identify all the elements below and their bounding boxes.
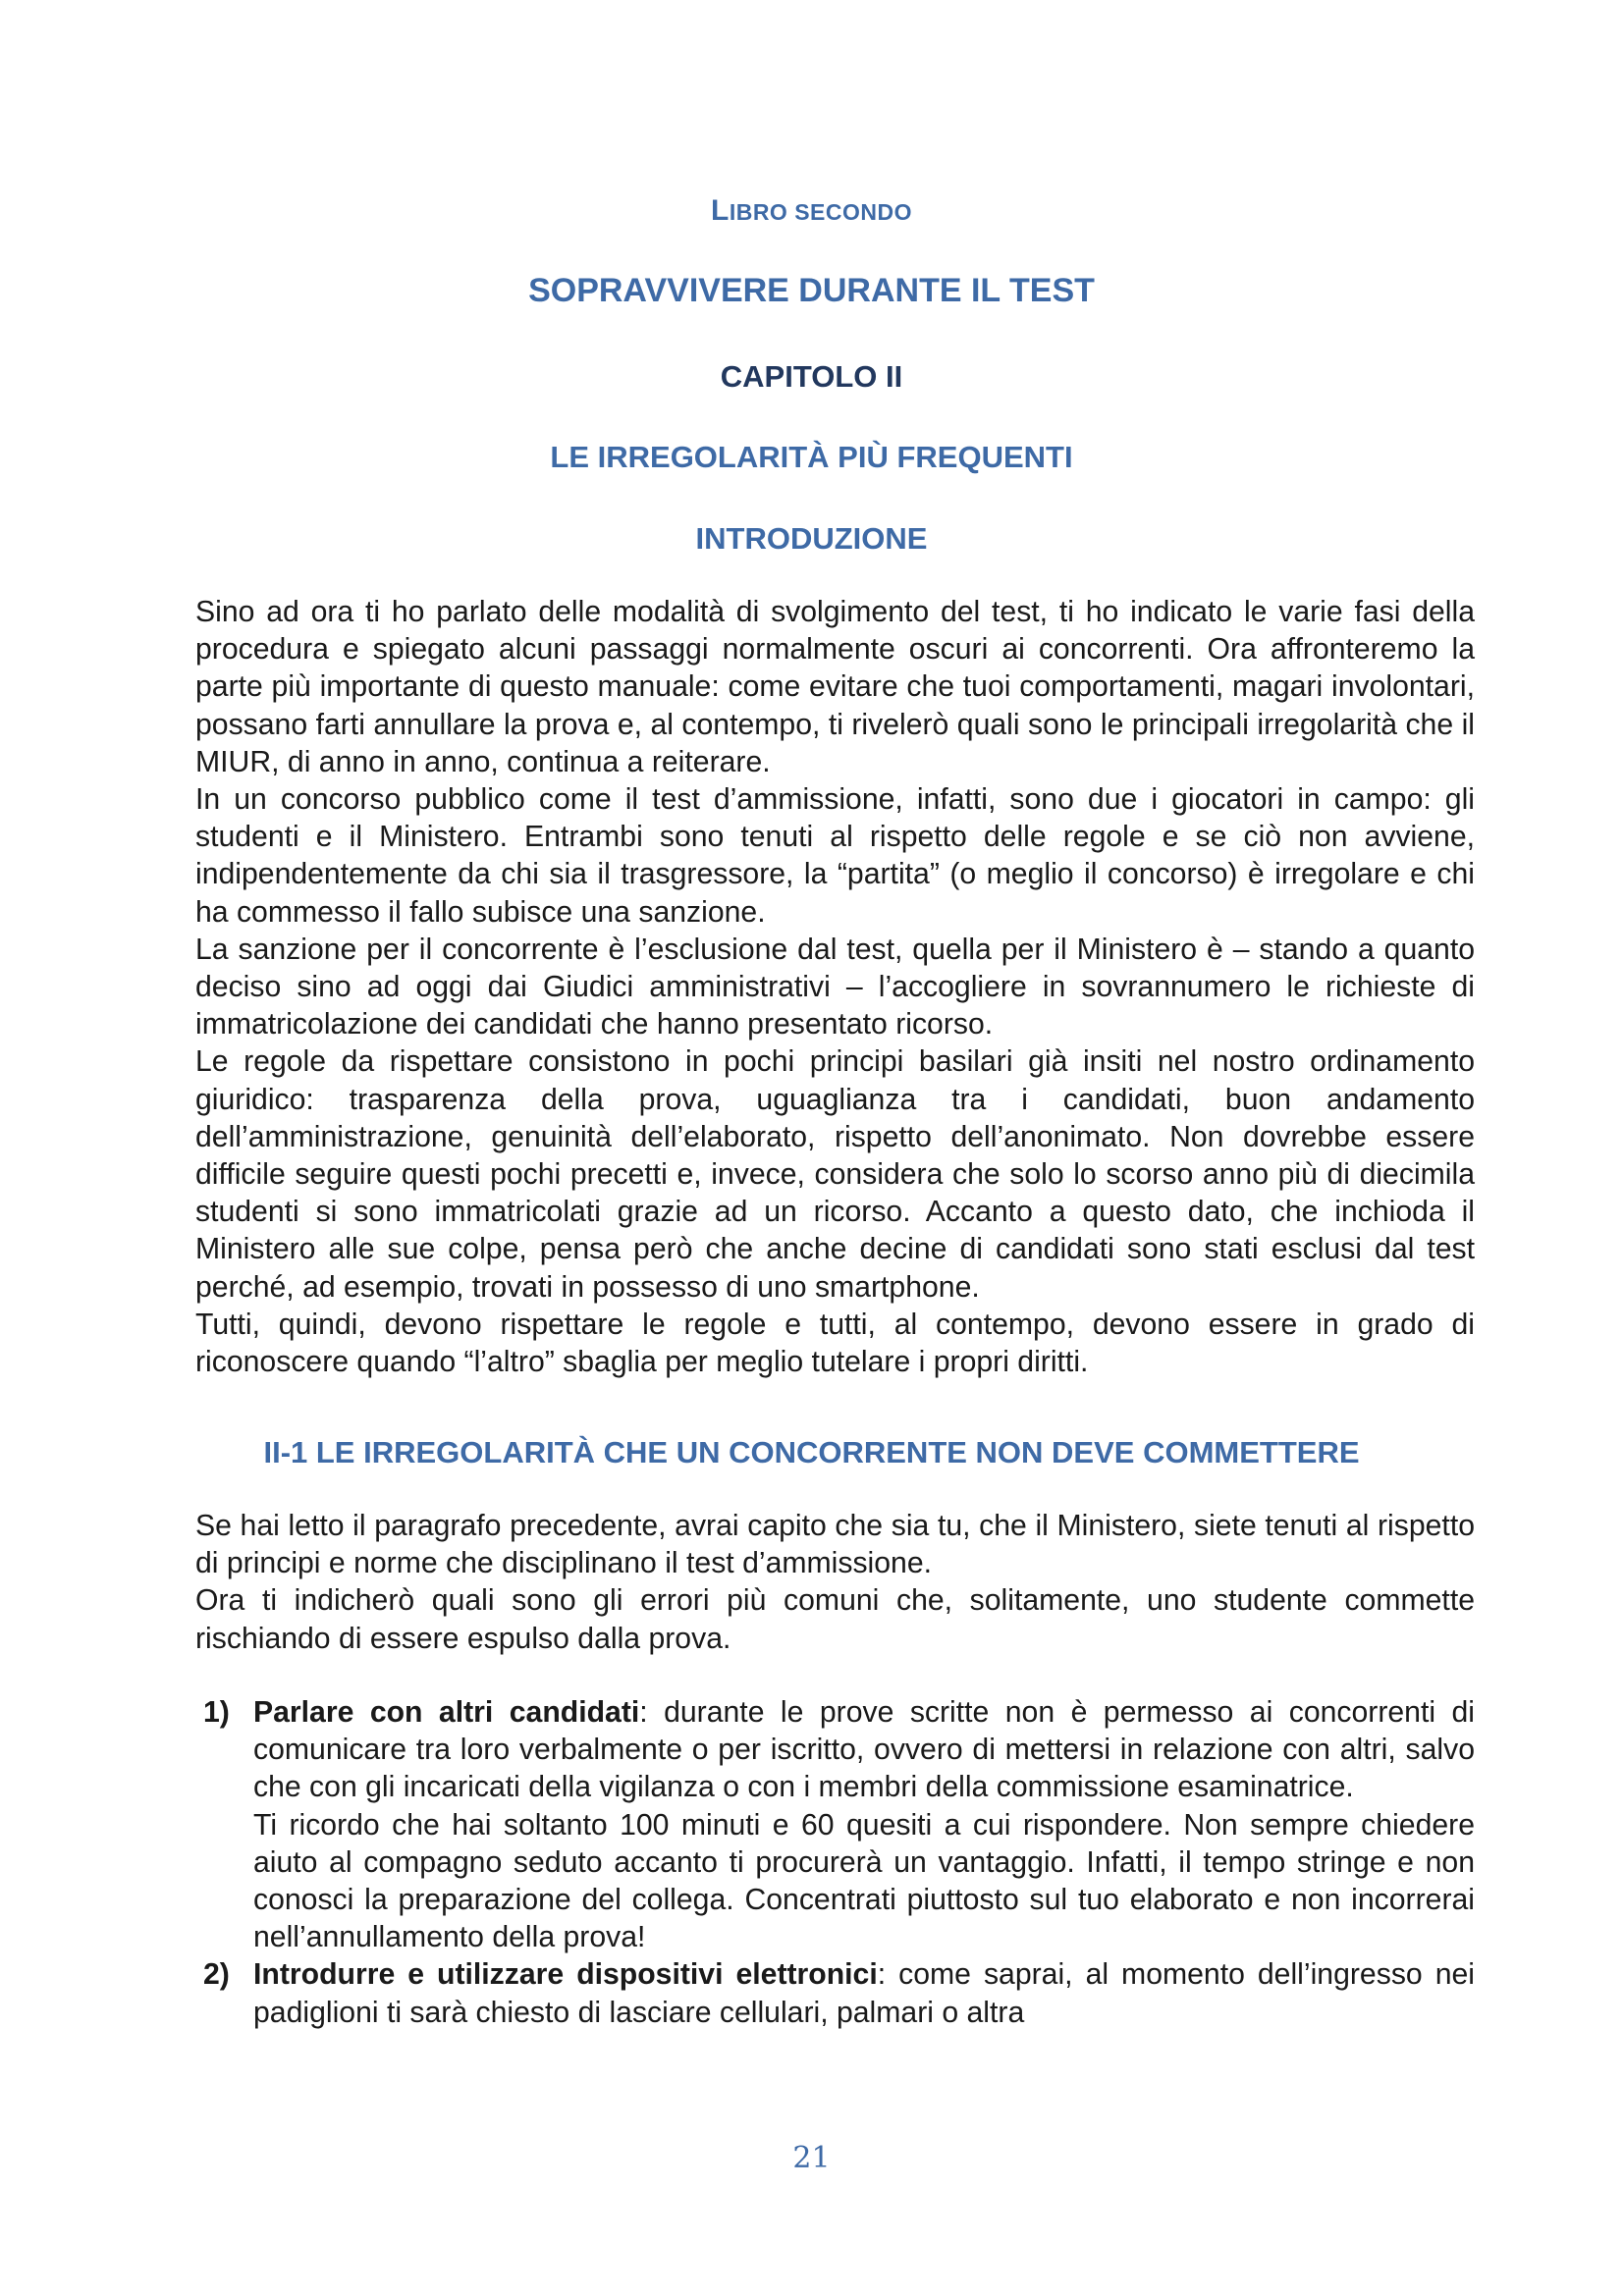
list-item-description: : durante le prove scritte non è permesso ai concorrenti di comunicare tra loro verbalmente o per iscritto, ovvero di mettersi in relazione con altri, salvo che con gli incaricati della vigilanza o con i membri della commissione esaminatrice. [253,1696,1475,1804]
introduction-body [195,594,1475,1381]
book-part-heading [0,194,1623,228]
paragraph: Ora ti indicherò quali sono gli errori più comuni che, solitamente, uno studente commette rischiando di essere espulso dalla prova. [195,1584,1475,1655]
paragraph: Sino ad ora ti ho parlato delle modalità di svolgimento del test, ti ho indicato le varie fasi della procedura e spiegato alcuni passaggi normalmente oscuri ai concorrenti. Ora affronteremo la parte più importante di questo manuale: come evitare che tuoi comportamenti, magari involontari, possano farti annullare la prova e, al contempo, ti rivelerò quali sono le principali irregolarità che il MIUR, di anno in anno, continua a reiterare. [195,596,1475,778]
section-body [195,1508,1475,1658]
list-item-extra: Ti ricordo che hai soltanto 100 minuti e 60 quesiti a cui rispondere. Non sempre chiedere aiuto al compagno seduto accanto ti procurerà un vantaggio. Infatti, il tempo stringe e non conosci la preparazione del collega. Concentrati piuttosto sul tuo elaborato e non incorrerai nell’annullamento della prova! [253,1808,1475,1954]
list-item [195,1694,1475,1956]
list-item-term: Introdurre e utilizzare dispositivi elettronici [253,1958,878,1992]
paragraph: Le regole da rispettare consistono in pochi principi basilari già insiti nel nostro ordinamento giuridico: trasparenza della prova, uguaglianza tra i candidati, buon andamento dell’amministrazione, genuinità dell’elaborato, rispetto dell’anonimato. Non dovrebbe essere difficile seguire questi pochi precetti e, invece, considera che solo lo scorso anno più di diecimila studenti si sono immatricolati grazie ad un ricorso. Accanto a questo dato, che inchioda il Ministero alle sue colpe, pensa però che anche decine di candidati sono stati esclusi dal test perché, ad esempio, trovati in possesso di uno smartphone. [195,1045,1475,1304]
list-item-number: 1) [203,1696,230,1729]
list-item-text [253,1956,1475,2031]
book-part-initial: L [710,194,730,227]
list-item [195,1956,1475,2031]
list-item-term: Parlare con altri candidati [253,1696,640,1729]
introduction-heading: INTRODUZIONE [695,521,928,556]
paragraph: Se hai letto il paragrafo precedente, avrai capito che sia tu, che il Ministero, siete tenuti al rispetto di principi e norme che disciplinano il test d’ammissione. [195,1510,1475,1580]
section-heading: II-1 LE IRREGOLARITÀ CHE UN CONCORRENTE NON DEVE COMMETTERE [263,1435,1360,1469]
paragraph: In un concorso pubblico come il test d’ammissione, infatti, sono due i giocatori in campo: gli studenti e il Ministero. Entrambi sono tenuti al rispetto delle regole e se ciò non avviene, indipendentemente da chi sia il trasgressore, la “partita” (o meglio il concorso) è irregolare e chi ha commesso il fallo subisce una sanzione. [195,783,1475,929]
chapter-title: LE IRREGOLARITÀ PIÙ FREQUENTI [550,440,1073,474]
chapter-heading: CAPITOLO II [720,359,903,394]
page-number: 21 [792,2141,831,2175]
list-item-text [253,1694,1475,1807]
irregularities-list [195,1694,1475,2032]
list-item-number: 2) [203,1958,230,1992]
paragraph: Tutti, quindi, devono rispettare le regole e tutti, al contempo, devono essere in grado di riconoscere quando “l’altro” sbaglia per meglio tutelare i propri diritti. [195,1308,1475,1379]
main-title: SOPRAVVIVERE DURANTE IL TEST [528,272,1095,309]
list-item-description: : come saprai, al momento dell’ingresso nei padiglioni ti sarà chiesto di lasciare cellulari, palmari o altra [253,1958,1475,2029]
paragraph: La sanzione per il concorrente è l’esclusione dal test, quella per il Ministero è – stando a quanto deciso sino ad oggi dai Giudici amministrativi – l’accogliere in sovrannumero le richieste di immatricolazione dei candidati che hanno presentato ricorso. [195,933,1475,1041]
book-part-rest: IBRO SECONDO [729,199,912,225]
